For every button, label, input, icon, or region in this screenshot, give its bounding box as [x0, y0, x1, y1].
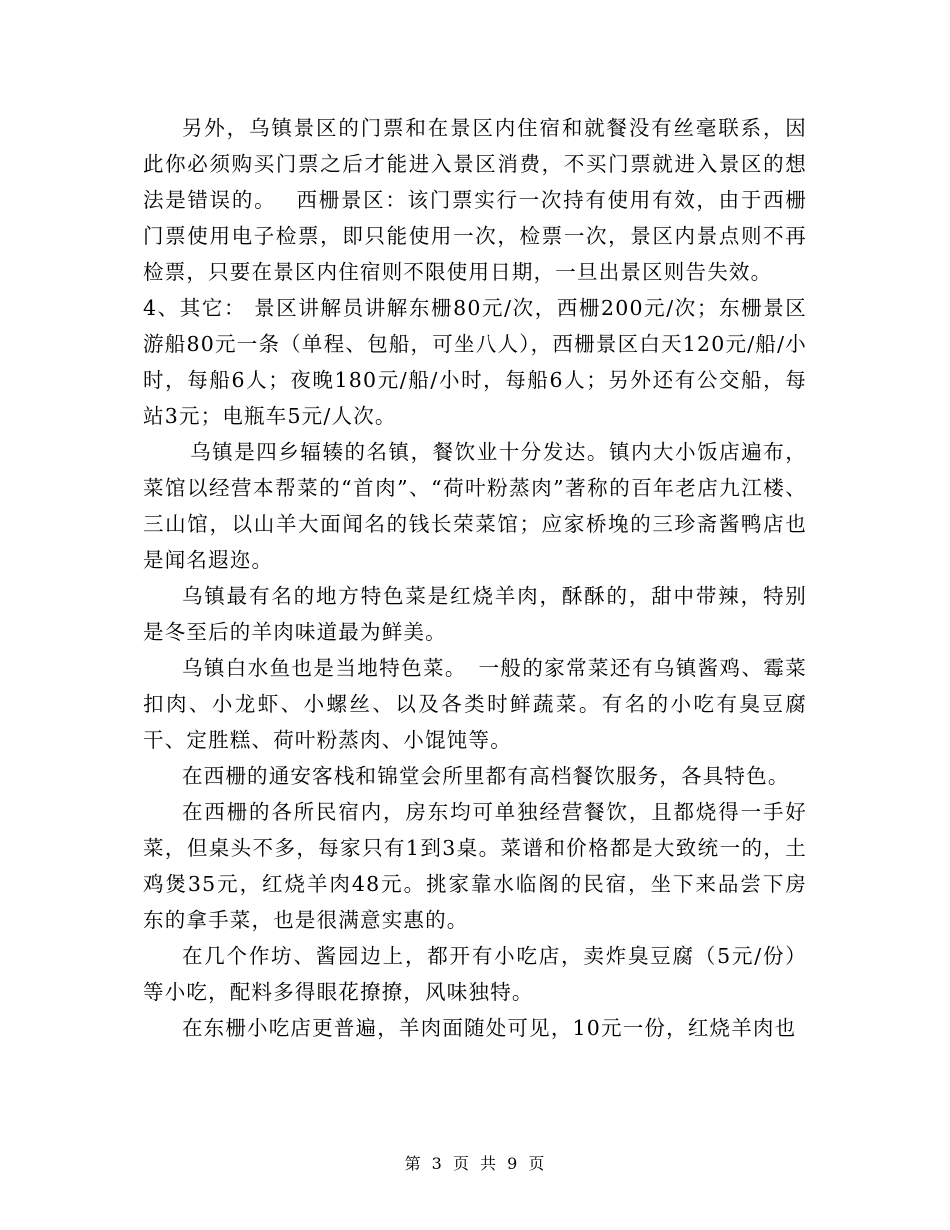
paragraph-snack-shops: 在几个作坊、酱园边上，都开有小吃店，卖炸臭豆腐（5元/份）等小吃，配料多得眼花撩撩，风味独特。 [143, 944, 807, 1004]
paragraph-tickets-xizha: 另外，乌镇景区的门票和在景区内住宿和就餐没有丝毫联系，因此你必须购买门票之后才能进入景区消费，不买门票就进入景区的想法是错误的。 西栅景区：该门票实行一次持有使用有效，由于西栅门票使用电子检票，即只能使用一次，检票一次，景区内景点则不再检票，只要在景区内住宿则不限使用日期，一旦出景区则告失效。 [143, 116, 807, 284]
paragraph-local-dishes: 乌镇白水鱼也是当地特色菜。 一般的家常菜还有乌镇酱鸡、霉菜扣肉、小龙虾、小螺丝、以及各类时鲜蔬菜。有名的小吃有臭豆腐干、定胜糕、荷叶粉蒸肉、小馄饨等。 [143, 656, 807, 752]
paragraph-homestay-dining: 在西栅的各所民宿内，房东均可单独经营餐饮，且都烧得一手好菜，但桌头不多，每家只有1到3桌。菜谱和价格都是大致统一的，土鸡煲35元，红烧羊肉48元。挑家靠水临阁的民宿，坐下来品尝下房东的拿手菜，也是很满意实惠的。 [143, 800, 807, 932]
paragraph-braised-lamb: 乌镇最有名的地方特色菜是红烧羊肉，酥酥的，甜中带辣，特别是冬至后的羊肉味道最为鲜美。 [143, 584, 807, 644]
paragraph-other-fees: 4、其它： 景区讲解员讲解东栅80元/次，西栅200元/次；东栅景区游船80元一条（单程、包船，可坐八人），西栅景区白天120元/船/小时，每船6人；夜晚180元/船/小时，每船6人；另外还有公交船，每站3元；电瓶车5元/人次。 [143, 296, 807, 428]
document-body [143, 110, 807, 1046]
paragraph-xizha-highend: 在西栅的通安客栈和锦堂会所里都有高档餐饮服务，各具特色。 [181, 764, 790, 788]
paragraph-dining-overview: 乌镇是四乡辐辏的名镇，餐饮业十分发达。镇内大小饭店遍布，菜馆以经营本帮菜的“首肉”、“荷叶粉蒸肉”著称的百年老店九江楼、三山馆，以山羊大面闻名的钱长荣菜馆；应家桥堍的三珍斋酱鸭店也是闻名遐迩。 [143, 440, 807, 572]
paragraph-dongzha-snacks: 在东栅小吃店更普遍，羊肉面随处可见，10元一份，红烧羊肉也 [181, 1016, 797, 1040]
page-number-footer: 第 3 页 共 9 页 [404, 1154, 546, 1173]
